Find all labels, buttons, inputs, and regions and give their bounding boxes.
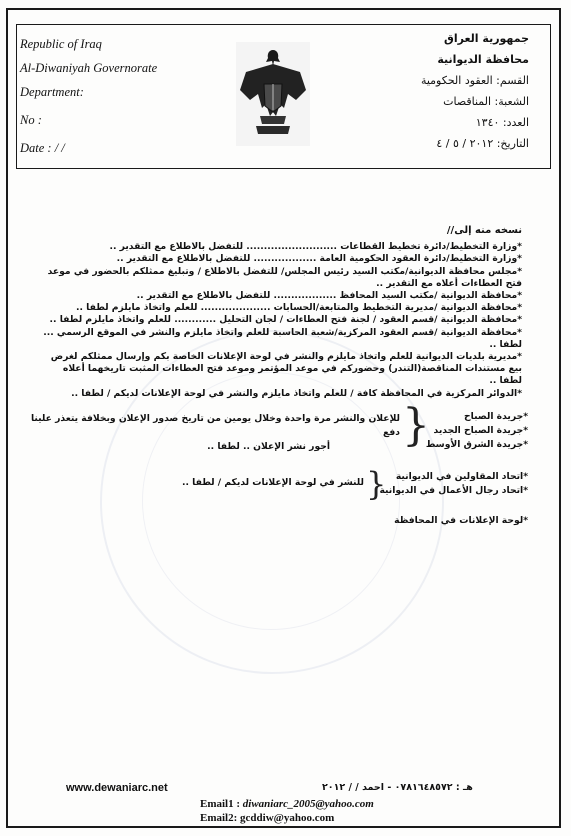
recipient-line: *وزارة التخطيط/دائرة العقود الحكومية العامة .................. للتفضل بالاطلاع مع التقدير .. [116, 253, 522, 265]
governorate-en: Al-Diwaniyah Governorate [20, 61, 158, 75]
union-item: *اتحاد المقاولين في الديوانية [395, 471, 528, 482]
newspapers-note-line: أجور نشر الإعلان .. لطفا .. [207, 441, 330, 452]
recipient-line: *مجلس محافظة الديوانية/مكتب السيد رئيس المجلس/ للتفضل بالاطلاع / وتبليغ ممثلكم بالحضور في موعد فتح العطاءات أعلاه مع التقدير .. [47, 265, 522, 289]
date-en: Date : / / [20, 141, 65, 155]
newspapers-brace: } [402, 400, 430, 451]
recipient-line: *محافظة الديوانية /مديرية التخطيط والمتابعة/الحسابات .................... للعلم واتخاذ مايلزم لطفا .. [75, 302, 522, 314]
email2-label: Email2: [200, 812, 238, 824]
union-item: *اتحاد رجال الأعمال في الديوانية [379, 485, 528, 496]
division-ar: الشعبة: المناقصات [443, 95, 529, 108]
department-en: Department: [20, 85, 84, 99]
unions-note: للنشر في لوحة الإعلانات لديكم / لطفا .. [181, 477, 364, 488]
newspapers-note [30, 412, 400, 454]
email1-row [200, 798, 374, 810]
governorate-ar: محافظة الديوانية [437, 53, 529, 66]
iraq-eagle-emblem [236, 42, 310, 146]
newspaper-item: *جريدة الشرق الأوسط [425, 439, 528, 450]
header-english [20, 32, 190, 160]
recipient-line: *محافظة الديوانية /قسم العقود المركزية/شعبة الحاسبة للعلم واتخاذ مايلزم والنشر في الموقع الرسمي ... لطفا .. [43, 326, 522, 350]
email2-row [200, 812, 334, 824]
recipient-line: *وزارة التخطيط/دائرة تخطيط القطاعات .......................... للتفضل بالاطلاع مع التقدير .. [109, 241, 522, 253]
section-ar: القسم: العقود الحكومية [420, 74, 529, 87]
number-en: No : [20, 113, 42, 127]
header-arabic [389, 28, 529, 154]
newspapers-list [418, 410, 528, 452]
number-ar: العدد: ١٣٤٠ [475, 116, 529, 129]
email2-link[interactable]: gcddiw@yahoo.com [240, 812, 335, 824]
country-ar: جمهورية العراق [444, 32, 529, 45]
recipient-line: *الدوائر المركزية في المحافظة كافة / للعلم واتخاذ مايلزم والنشر في لوحة الإعلانات لديكم / لطفا .. [71, 387, 522, 399]
recipient-line: *محافظة الديوانية /مكتب السيد المحافظ .................. للتفضل بالاطلاع مع التقدير .. [136, 290, 522, 302]
country-en: Republic of Iraq [20, 37, 102, 51]
newspapers-note-line: للإعلان والنشر مرة واحدة وخلال يومين من تاريخ صدور الإعلان وبخلافة يتعذر علينا دفع [30, 413, 400, 438]
email1-label: Email1 : [200, 798, 241, 810]
date-ar: التاريخ: ٢٠١٢ / ٥ / ٤ [436, 137, 529, 150]
newspaper-item: *جريدة الصباح الجديد [433, 425, 528, 436]
copy-to-heading: نسخه منه إلى// [446, 225, 522, 236]
unions-brace: } [366, 465, 387, 503]
distribution-list [40, 225, 522, 400]
recipient-line: *محافظة الديوانية /قسم العقود / لجنة فتح العطاءات / لجان التحليل ............ للعلم واتخاذ مايلزم لطفا .. [49, 314, 522, 326]
newspaper-item: *جريدة الصباح [464, 411, 528, 422]
unions-list [378, 470, 528, 498]
website-link[interactable]: www.dewaniarc.net [66, 782, 168, 794]
email1-link[interactable]: diwaniarc_2005@yahoo.com [242, 798, 374, 810]
notice-board-item: *لوحة الإعلانات في المحافظة [394, 515, 528, 526]
reference-line: هـ : ٠٧٨١٦٤٨٥٧٢ - احمد / / ٢٠١٢ [322, 782, 473, 793]
recipient-line: *مديرية بلديات الديوانية للعلم واتخاذ مايلزم والنشر في لوحة الإعلانات الخاصة بكم وإرسال ممثلكم لغرض بيع مستندات المناقصة(التندر) وحضوركم في موعد المؤتمر وموعد فتح العطاءات المثبت تاريخهما أعلاه لطفا .. [50, 351, 522, 387]
